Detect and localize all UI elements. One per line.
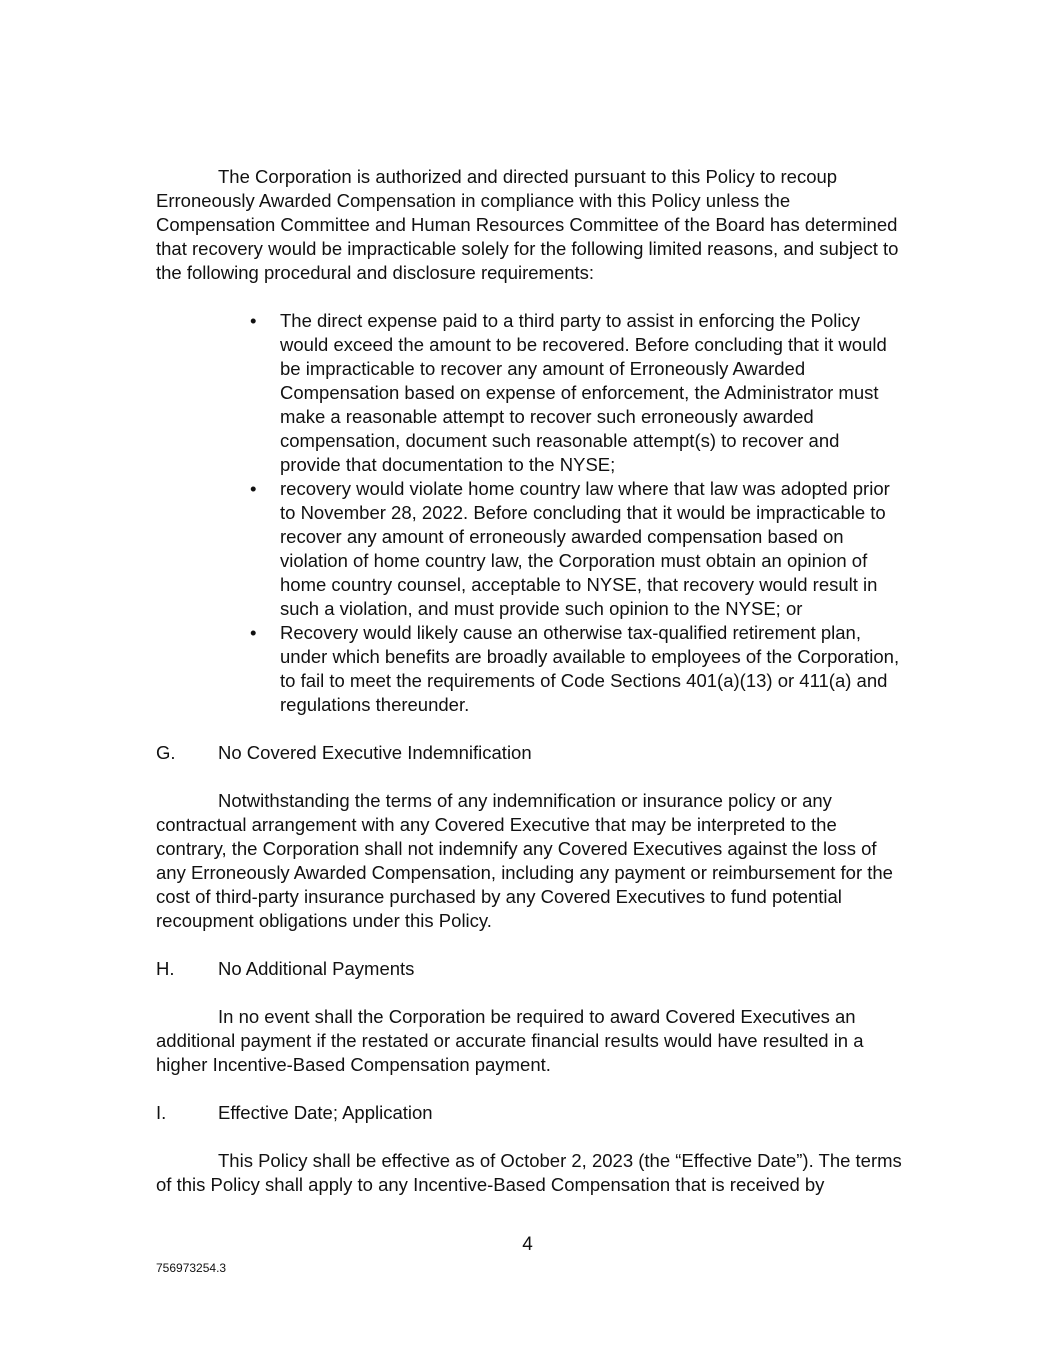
section-title: No Covered Executive Indemnification — [218, 742, 532, 763]
list-item-text: recovery would violate home country law where that law was adopted prior to November 28, 2022. Before concluding that it would be impracticable to recover any amount of erroneously awarded compensation based on violation of home country law, the Corporation must obtain an opinion of home country counsel, acceptable to NYSE, that recovery would result in such a violation, and must provide such opinion to the NYSE; or — [280, 478, 890, 619]
section-body-h: In no event shall the Corporation be required to award Covered Executives an additional payment if the restated or accurate financial results would have resulted in a higher Incentive-Based Compensation payment. — [156, 1006, 864, 1075]
list-item — [250, 621, 904, 717]
section-heading-i — [156, 1101, 904, 1125]
section-body-i: This Policy shall be effective as of October 2, 2023 (the “Effective Date”). The terms of this Policy shall apply to any Incentive-Based Compensation that is received by — [156, 1150, 902, 1195]
bullet-icon: • — [250, 310, 257, 331]
document-body — [156, 165, 904, 1221]
section-number: G. — [156, 742, 176, 763]
list-item — [250, 309, 904, 477]
document-id: 756973254.3 — [156, 1261, 227, 1275]
page-number: 4 — [522, 1234, 533, 1255]
section-number: H. — [156, 958, 175, 979]
bullet-icon: • — [250, 478, 257, 499]
section-title: No Additional Payments — [218, 958, 415, 979]
bullet-icon: • — [250, 622, 257, 643]
section-body-g: Notwithstanding the terms of any indemnification or insurance policy or any contractual arrangement with any Covered Executive that may be interpreted to the contrary, the Corporation shall not indemnify any Covered Executives against the loss of any Erroneously Awarded Compensation, including any payment or reimbursement for the cost of third-party insurance purchased by any Covered Executives to fund potential recoupment obligations under this Policy. — [156, 790, 893, 931]
intro-paragraph: The Corporation is authorized and directed pursuant to this Policy to recoup Erroneously Awarded Compensation in compliance with this Policy unless the Compensation Committee and Human Resources Committee of the Board has determined that recovery would be impracticable solely for the following limited reasons, and subject to the following procedural and disclosure requirements: — [156, 166, 899, 283]
list-item-text: Recovery would likely cause an otherwise tax-qualified retirement plan, under which benefits are broadly available to employees of the Corporation, to fail to meet the requirements of Code Sections 401(a)(13) or 411(a) and regulations thereunder. — [280, 622, 900, 715]
section-number: I. — [156, 1102, 167, 1123]
impracticability-list — [156, 309, 904, 717]
section-heading-h — [156, 957, 904, 981]
section-heading-g — [156, 741, 904, 765]
section-title: Effective Date; Application — [218, 1102, 433, 1123]
list-item — [250, 477, 904, 621]
list-item-text: The direct expense paid to a third party to assist in enforcing the Policy would exceed the amount to be recovered. Before concluding that it would be impracticable to recover any amount of Erroneously Awarded Compensation based on expense of enforcement, the Administrator must make a reasonable attempt to recover such erroneously awarded compensation, document such reasonable attempt(s) to recover and provide that documentation to the NYSE; — [280, 310, 887, 475]
